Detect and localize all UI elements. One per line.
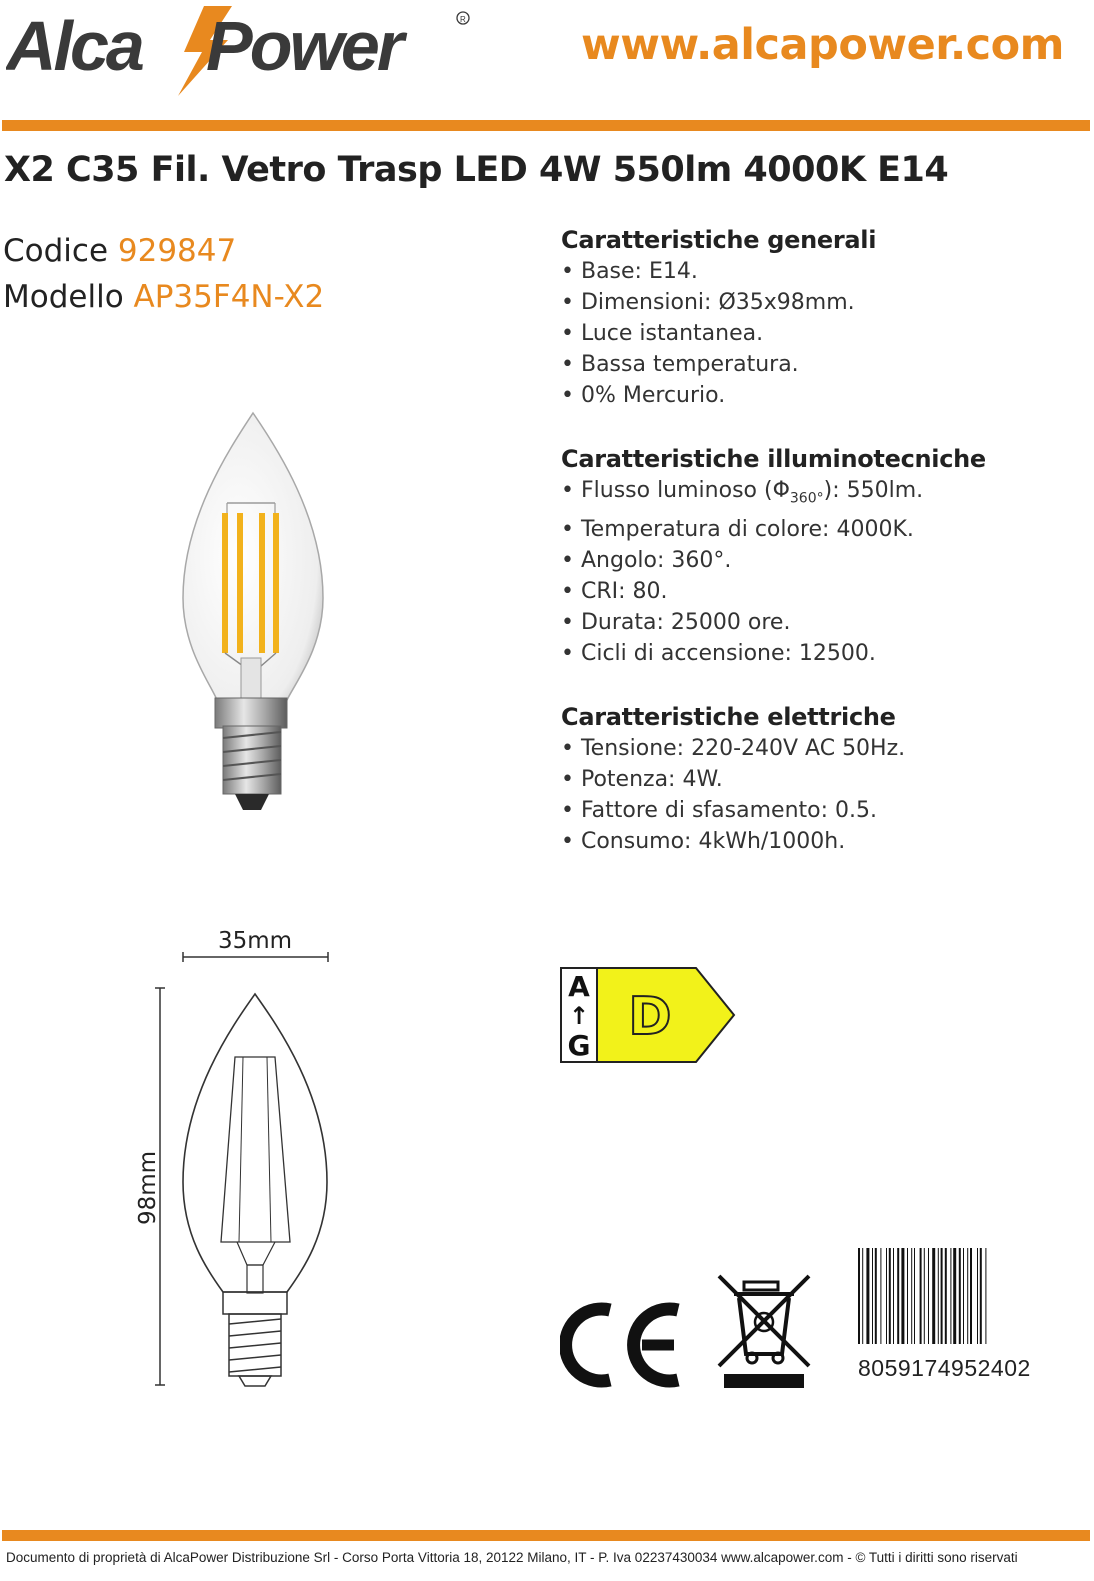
barcode-bar bbox=[985, 1248, 986, 1344]
model-label: Modello bbox=[3, 279, 124, 315]
spec-item: • 0% Mercurio. bbox=[561, 380, 1081, 411]
spec-item: • Potenza: 4W. bbox=[561, 764, 1081, 795]
flux-suffix: ): 550lm. bbox=[823, 478, 924, 503]
barcode-bar bbox=[907, 1248, 908, 1344]
energy-class-letter: D bbox=[628, 987, 672, 1047]
spec-item: • CRI: 80. bbox=[561, 576, 1081, 607]
barcode-bar bbox=[967, 1248, 968, 1344]
general-specs-heading: Caratteristiche generali bbox=[561, 226, 877, 254]
candle-bulb-image bbox=[175, 408, 335, 818]
barcode-image bbox=[858, 1248, 1030, 1344]
barcode-bar bbox=[911, 1248, 912, 1344]
barcode-number: 8059174952402 bbox=[858, 1355, 1031, 1381]
barcode-bar bbox=[897, 1248, 899, 1344]
barcode-bar bbox=[889, 1248, 891, 1344]
electrical-specs-heading: Caratteristiche elettriche bbox=[561, 703, 896, 732]
energy-scale-bottom: G bbox=[567, 1029, 591, 1062]
barcode-bar bbox=[880, 1248, 881, 1344]
spec-item: • Bassa temperatura. bbox=[561, 349, 1081, 380]
barcode-bar bbox=[875, 1248, 877, 1344]
spec-item: • Dimensioni: Ø35x98mm. bbox=[561, 287, 1081, 318]
barcode-bar bbox=[914, 1248, 915, 1344]
energy-class-label bbox=[560, 966, 740, 1066]
general-specs-list bbox=[561, 256, 1081, 411]
barcode-bar bbox=[862, 1248, 863, 1344]
alcapower-logo bbox=[6, 4, 476, 99]
barcode-bar bbox=[924, 1248, 925, 1344]
electrical-specs-list bbox=[561, 733, 1081, 857]
weee-crossed-bin-icon bbox=[714, 1270, 814, 1390]
flux-prefix: Flusso luminoso (Φ bbox=[580, 478, 790, 503]
ce-mark-icon bbox=[560, 1300, 685, 1390]
header-divider bbox=[2, 120, 1090, 131]
barcode-bar bbox=[945, 1248, 947, 1344]
dimension-drawing bbox=[125, 920, 345, 1395]
spec-item-flux bbox=[561, 475, 1081, 514]
spec-item: • Tensione: 220-240V AC 50Hz. bbox=[561, 733, 1081, 764]
barcode-bar bbox=[959, 1248, 961, 1344]
up-arrow-icon: ↑ bbox=[568, 1002, 590, 1030]
barcode-bar bbox=[893, 1248, 894, 1344]
lighting-specs-heading: Caratteristiche illuminotecniche bbox=[561, 445, 986, 473]
barcode-bar bbox=[950, 1248, 951, 1344]
barcode-bar bbox=[941, 1248, 943, 1344]
barcode-bar bbox=[963, 1248, 964, 1344]
barcode-bar bbox=[886, 1248, 887, 1344]
code-value: 929847 bbox=[117, 233, 237, 269]
logo-text-alca: Alca bbox=[6, 7, 142, 85]
barcode-bar bbox=[920, 1248, 922, 1344]
bulb-outline bbox=[183, 994, 327, 1292]
spec-item: • Fattore di sfasamento: 0.5. bbox=[561, 795, 1081, 826]
footer-text: Documento di proprietà di AlcaPower Distribuzione Srl - Corso Porta Vittoria 18, 20122 Milano, IT - P. Iva 02237430034 www.alcapower.com - © Tutti i diritti sono riservati bbox=[6, 1550, 1018, 1565]
width-label: 35mm bbox=[217, 928, 293, 954]
flux-subscript: 360° bbox=[789, 490, 824, 507]
specifications bbox=[561, 226, 1081, 891]
barcode-bar bbox=[970, 1248, 972, 1344]
electrical-specs bbox=[561, 703, 1081, 857]
barcode-bar bbox=[977, 1248, 978, 1344]
spec-item: • Temperatura di colore: 4000K. bbox=[561, 514, 1081, 545]
product-photo bbox=[175, 408, 335, 818]
barcode-bar bbox=[980, 1248, 982, 1344]
barcode-bar bbox=[872, 1248, 873, 1344]
spec-item: • Consumo: 4kWh/1000h. bbox=[561, 826, 1081, 857]
model-row bbox=[3, 274, 324, 320]
code-row bbox=[3, 228, 324, 274]
lighting-specs-list bbox=[561, 475, 1081, 669]
spec-item: • Angolo: 360°. bbox=[561, 545, 1081, 576]
barcode-bar bbox=[866, 1248, 869, 1344]
barcode-bar bbox=[858, 1248, 860, 1344]
svg-text:R: R bbox=[460, 15, 466, 24]
barcode-bar bbox=[953, 1248, 956, 1344]
lighting-specs bbox=[561, 445, 1081, 669]
barcode-bar bbox=[938, 1248, 939, 1344]
spec-item: • Cicli di accensione: 12500. bbox=[561, 638, 1081, 669]
barcode-bar bbox=[901, 1248, 904, 1344]
code-label: Codice bbox=[3, 233, 109, 269]
website-link[interactable]: www.alcapower.com bbox=[581, 20, 1064, 70]
footer-divider bbox=[2, 1530, 1090, 1541]
product-title: X2 C35 Fil. Vetro Trasp LED 4W 550lm 4000K E14 bbox=[4, 150, 949, 190]
spec-item: • Base: E14. bbox=[561, 256, 1081, 287]
product-codes bbox=[3, 228, 324, 320]
spec-item: • Durata: 25000 ore. bbox=[561, 607, 1081, 638]
brand-logo bbox=[6, 4, 476, 99]
general-specs bbox=[561, 226, 1081, 411]
barcode-bar bbox=[928, 1248, 929, 1344]
spec-item: • Luce istantanea. bbox=[561, 318, 1081, 349]
height-label: 98mm bbox=[135, 1150, 161, 1226]
barcode-bar bbox=[932, 1248, 935, 1344]
model-value: AP35F4N-X2 bbox=[133, 279, 325, 315]
energy-scale-top: A bbox=[568, 970, 590, 1003]
logo-text-power: Power bbox=[206, 7, 402, 85]
